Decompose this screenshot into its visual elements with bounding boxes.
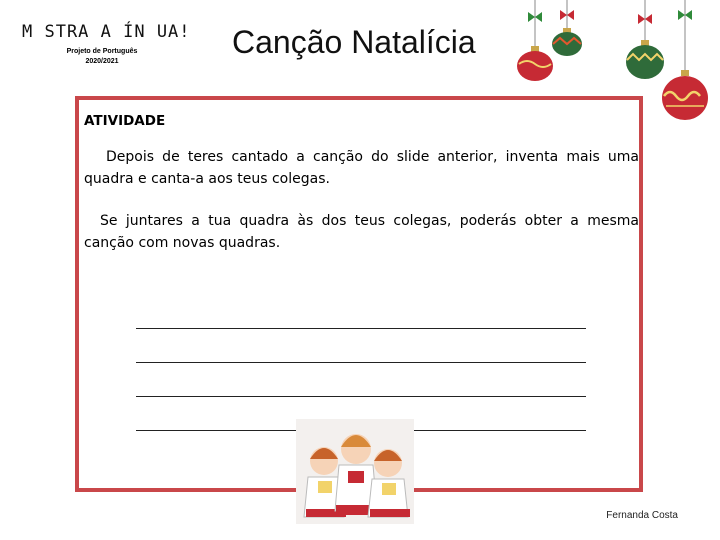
answer-line[interactable] — [136, 329, 586, 363]
activity-heading: ATIVIDADE — [84, 113, 166, 129]
answer-lines — [136, 295, 586, 431]
page-title: Canção Natalícia — [232, 24, 476, 60]
activity-paragraph-1: Depois de teres cantado a canção do slide anterior, inventa mais uma quadra e canta-a aos teus colegas. — [84, 149, 639, 187]
logo-text: M STRA A ÍN UA! — [22, 22, 191, 42]
answer-line[interactable] — [136, 363, 586, 397]
answer-line[interactable] — [136, 295, 586, 329]
logo-subtitle — [62, 47, 142, 67]
logo — [22, 22, 202, 72]
logo-subtitle-year: 2020/2021 — [85, 58, 119, 65]
activity-content — [84, 110, 639, 254]
logo-subtitle-project: Projeto de Português — [66, 48, 138, 55]
carol-singers-illustration — [296, 419, 414, 524]
author-credit: Fernanda Costa — [606, 510, 678, 521]
activity-paragraph-2: Se juntares a tua quadra às dos teus colegas, poderás obter a mesma canção com novas quadras. — [84, 213, 639, 251]
